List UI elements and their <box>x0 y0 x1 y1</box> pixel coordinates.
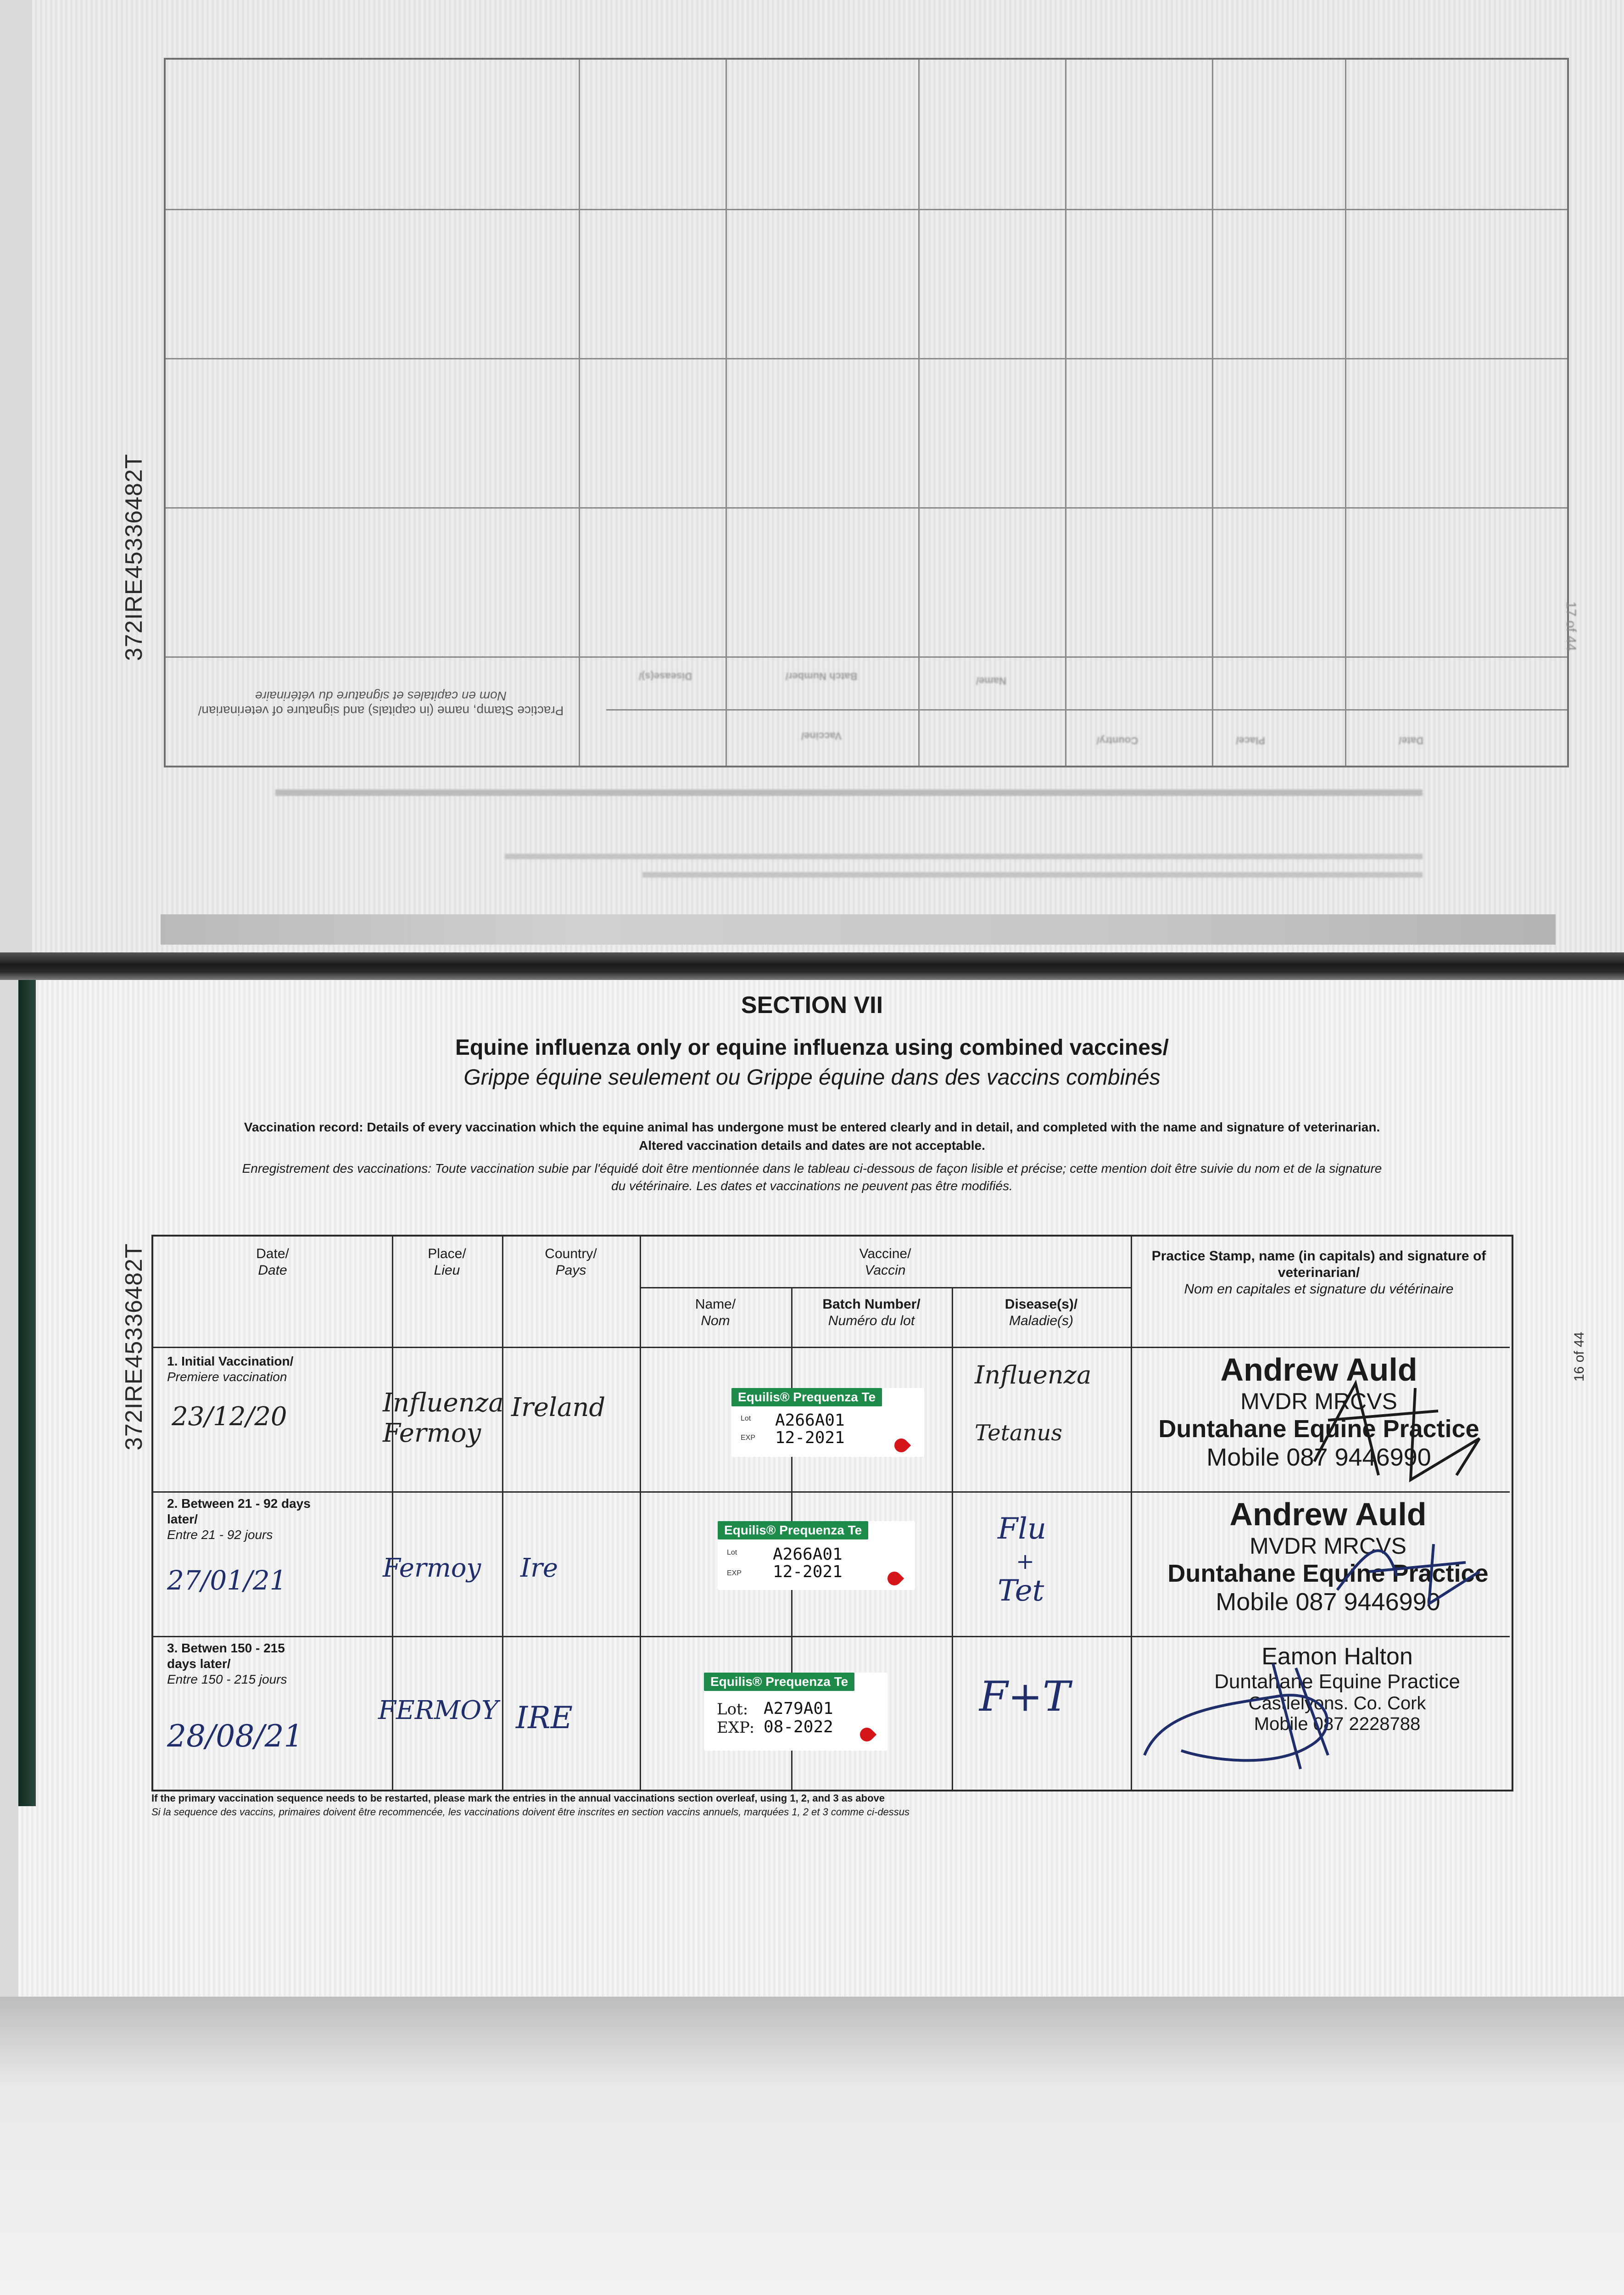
upper-disease-header: Disease(s)/ <box>638 671 692 682</box>
upper-country-header: Country/ <box>1096 735 1138 746</box>
upper-document-id: 372IRE45336482T <box>121 453 147 661</box>
page-number: 16 of 44 <box>1572 1332 1587 1382</box>
row-3-signature <box>1135 1636 1392 1774</box>
row-2-label: 2. Between 21 - 92 days later/ Entre 21 - 92 jours <box>167 1496 311 1542</box>
upper-section-banner <box>161 914 1556 945</box>
header-place: Place/ Lieu <box>428 1246 466 1278</box>
header-batch: Batch Number/ Numéro du lot <box>822 1297 921 1328</box>
upper-vaccination-grid <box>164 58 1569 767</box>
vaccination-table <box>151 1235 1513 1791</box>
row-1-vet-stamp: Andrew Auld MVDR MRCVS Duntahane Equine Practice Mobile 087 9446990 <box>1158 1352 1479 1471</box>
footer-note-en: If the primary vaccination sequence needs to be restarted, please mark the entries in the annual vaccinations section overleaf, using 1, 2, and 3 as above <box>151 1792 885 1804</box>
row-2-place: Fermoy <box>383 1553 481 1583</box>
instruction-fr-2: du vétérinaire. Les dates et vaccinations ne peuvent pas être modifiés. <box>611 1179 1013 1193</box>
passport-cover-edge <box>18 971 36 1806</box>
upper-footnote-line-2 <box>505 854 1423 859</box>
row-1-label: 1. Initial Vaccination/ Premiere vaccination <box>167 1354 294 1384</box>
header-date: Date/ Date <box>256 1246 289 1278</box>
scanner-background <box>0 1997 1624 2295</box>
section-subtitle-fr: Grippe équine seulement ou Grippe équine dans des vaccins combinés <box>463 1065 1161 1090</box>
section-title: SECTION VII <box>741 992 883 1019</box>
instruction-en-2: Altered vaccination details and dates are not acceptable. <box>639 1138 985 1153</box>
upper-vaccine-header: Vaccine/ <box>801 730 842 742</box>
header-vaccine: Vaccine/ Vaccin <box>859 1246 911 1278</box>
instruction-fr-1: Enregistrement des vaccinations: Toute vaccination subie par l'équidé doit être mentionnée dans le tableau ci-dessous de façon lisible et précise; cette mention doit être suivie du nom et de la signature <box>242 1161 1382 1175</box>
row-2-disease-1: Flu <box>998 1512 1047 1546</box>
header-disease: Disease(s)/ Maladie(s) <box>1005 1297 1078 1328</box>
upper-name-header: Name/ <box>976 675 1007 687</box>
row-2-signature <box>1328 1512 1493 1613</box>
upper-stamp-header: Practice Stamp, name (in capitals) and signature of veterinarian/ Nom en capitales et signature du vétérinaire <box>198 689 564 718</box>
upper-place-header: Place/ <box>1236 735 1265 746</box>
row-2-vaccine-label: Equilis® Prequenza Te Lot EXP A266A01 12-2021 <box>718 1521 915 1590</box>
row-3-place: FERMOY <box>378 1696 499 1725</box>
book-binding <box>0 952 1624 980</box>
lower-document-id: 372IRE45336482T <box>121 1243 147 1450</box>
row-1-date: 23/12/20 <box>172 1402 287 1432</box>
row-3-country: IRE <box>516 1700 573 1735</box>
upper-footnote-line-1 <box>275 789 1423 796</box>
row-1-disease-1: Influenza <box>975 1360 1092 1389</box>
row-3-disease: F+T <box>979 1673 1070 1721</box>
section-subtitle-en: Equine influenza only or equine influenza using combined vaccines/ <box>455 1036 1169 1060</box>
header-country: Country/ Pays <box>545 1246 597 1278</box>
row-1-signature <box>1300 1370 1493 1489</box>
row-2-country: Ire <box>520 1553 558 1583</box>
instruction-en-1: Vaccination record: Details of every vaccination which the equine animal has undergone must be entered clearly and in detail, and completed with the name and signature of veterinarian. <box>244 1120 1380 1134</box>
row-1-disease-2: Tetanus <box>975 1420 1063 1446</box>
row-3-vet-stamp: Eamon Halton Duntahane Equine Practice Castlelyons. Co. Cork Mobile 087 2228788 <box>1214 1643 1460 1734</box>
row-1-vaccine-label: Equilis® Prequenza Te Lot EXP A266A01 12-2021 <box>731 1388 924 1457</box>
upper-batch-header: Batch Number/ <box>785 671 858 682</box>
row-3-vaccine-label: Equilis® Prequenza Te Lot: EXP: A279A01 08-2022 <box>704 1673 887 1751</box>
row-2-date: 27/01/21 <box>167 1565 287 1596</box>
row-2-vet-stamp: Andrew Auld MVDR MRCVS Duntahane Equine Practice Mobile 087 9446990 <box>1167 1496 1489 1616</box>
upper-date-header: Date/ <box>1399 735 1423 746</box>
footer-note-fr: Si la sequence des vaccins, primaires doivent être recommencée, les vaccinations doivent être inscrites en section vaccins annuels, marquées 1, 2 et 3 comme ci-dessus <box>151 1806 910 1818</box>
header-name: Name/ Nom <box>695 1297 736 1328</box>
row-1-place: Influenza Fermoy <box>383 1388 504 1448</box>
row-2-disease-3: Tet <box>998 1574 1044 1608</box>
upper-page-number: 17 of 44 <box>1563 601 1579 651</box>
row-2-disease-2: + <box>1016 1549 1035 1574</box>
row-1-country: Ireland <box>511 1393 606 1422</box>
row-3-date: 28/08/21 <box>167 1718 303 1754</box>
upper-footnote-line-3 <box>642 872 1423 878</box>
row-3-label: 3. Betwen 150 - 215 days later/ Entre 150 - 215 jours <box>167 1641 287 1686</box>
header-practice-stamp: Practice Stamp, name (in capitals) and signature of veterinarian/ Nom en capitales et signature du vétérinaire <box>1151 1248 1486 1297</box>
